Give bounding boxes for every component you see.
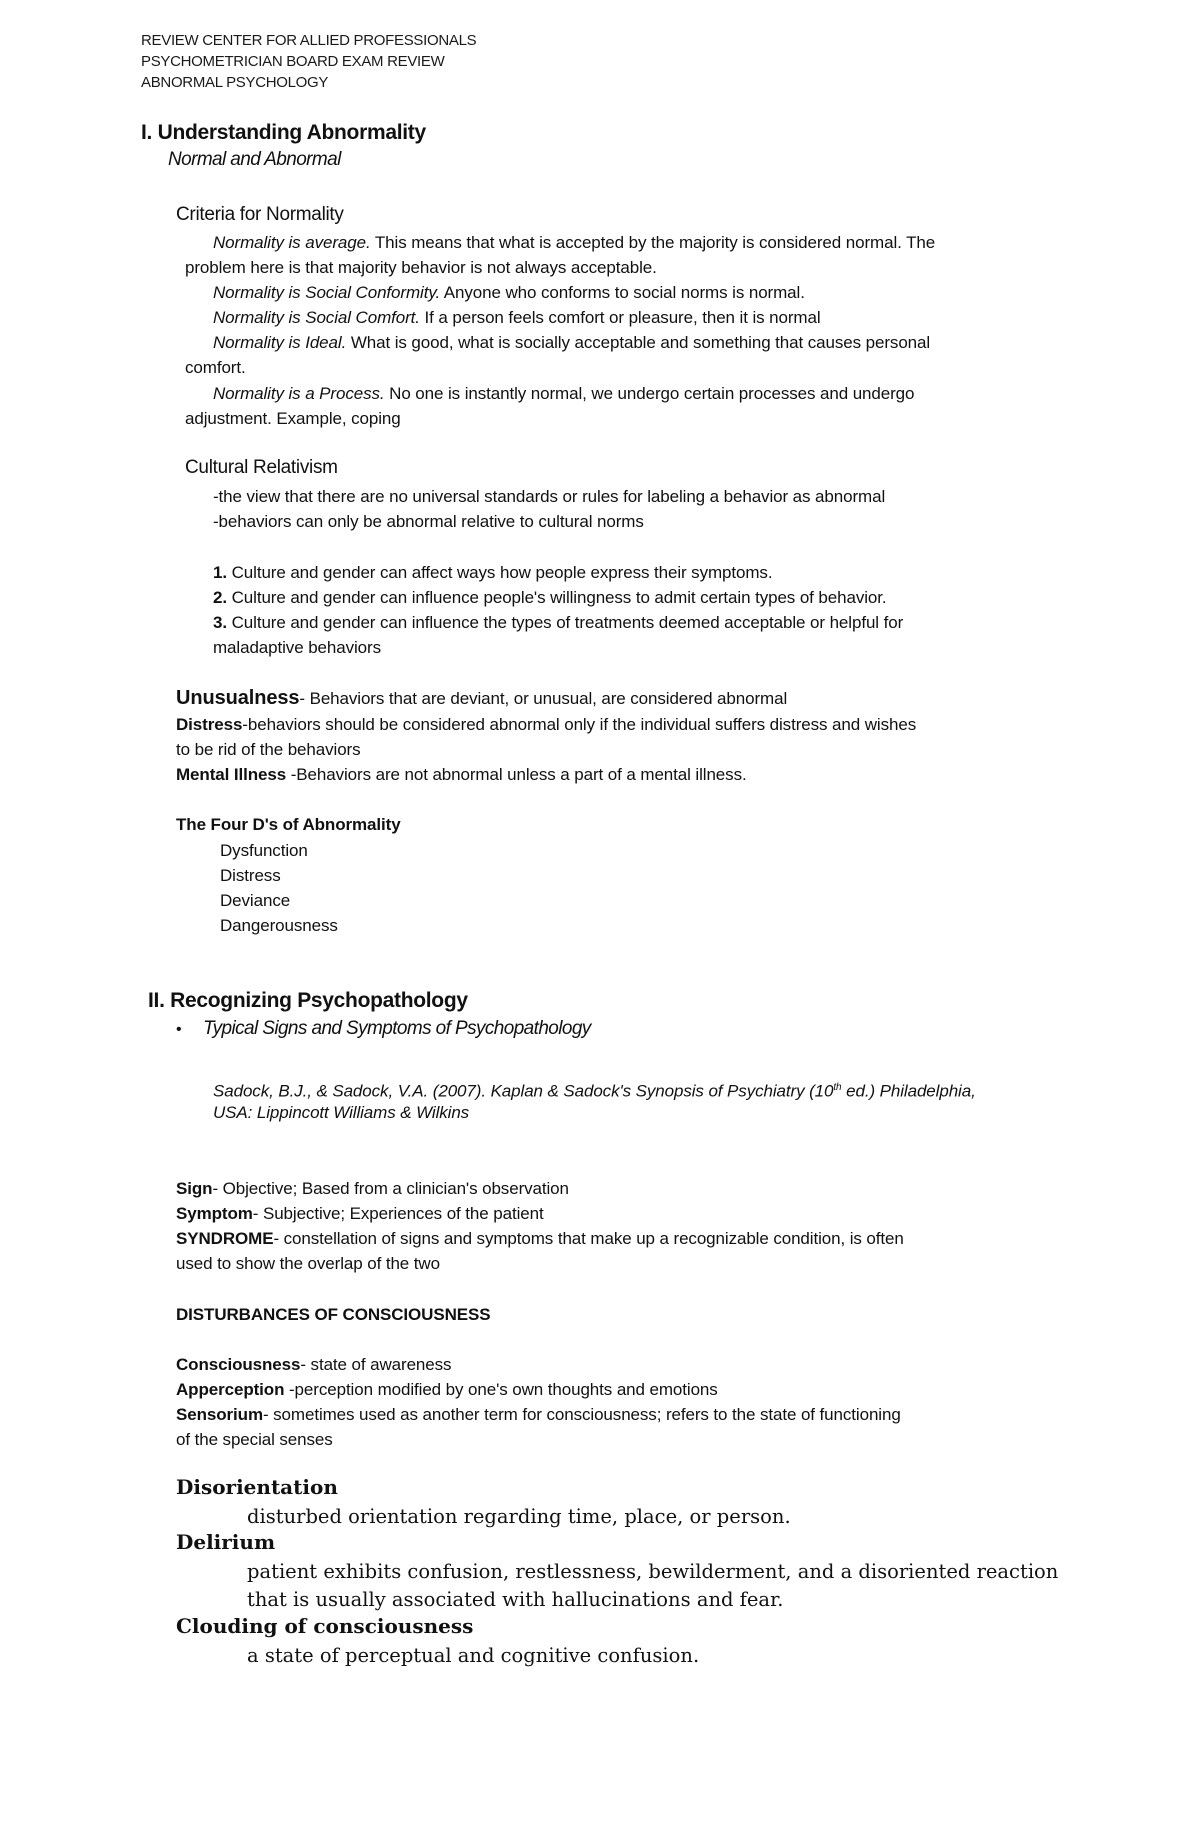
delirium-definition: patient exhibits confusion, restlessness, bewilderment, and a disoriented reaction (247, 1560, 1059, 1583)
citation-sup: th (833, 1082, 842, 1093)
term: Distress (176, 715, 243, 734)
term: Normality is Ideal. (213, 333, 347, 352)
citation-text: ed.) Philadelphia, (841, 1081, 976, 1101)
criteria-process (213, 381, 914, 406)
unusualness (176, 686, 787, 711)
cultural-item-1 (213, 560, 772, 585)
distress-cont: to be rid of the behaviors (176, 740, 361, 759)
term: Normality is average. (213, 233, 371, 252)
text: -perception modified by one's own thoughts and emotions (284, 1380, 718, 1399)
criteria-ideal (213, 330, 930, 355)
citation-line-2: USA: Lippincott Williams & Wilkins (213, 1103, 470, 1122)
term: Consciousness (176, 1355, 301, 1374)
bullet-text: Typical Signs and Symptoms of Psychopathology (203, 1018, 591, 1039)
cultural-item-2 (213, 585, 887, 610)
text: This means that what is accepted by the majority is considered normal. The (370, 233, 936, 252)
term: SYNDROME (176, 1229, 274, 1248)
disorientation-term: Disorientation (176, 1475, 338, 1499)
criteria-average (213, 230, 935, 255)
item-number: 2. (213, 588, 227, 607)
term: Unusualness (176, 687, 300, 709)
criteria-comfort (213, 305, 821, 330)
text: -behaviors should be considered abnormal only if the individual suffers distress and wishes (242, 715, 917, 734)
four-ds-item: Dangerousness (220, 916, 338, 935)
text: - constellation of signs and symptoms that make up a recognizable condition, is often (273, 1229, 904, 1248)
text: What is good, what is socially acceptable and something that causes personal (346, 333, 931, 352)
criteria-heading: Criteria for Normality (176, 204, 344, 225)
term: Symptom (176, 1204, 253, 1223)
cultural-item-3 (213, 610, 903, 635)
term: Apperception (176, 1380, 285, 1399)
term: Mental Illness (176, 765, 287, 784)
text: -Behaviors are not abnormal unless a part of a mental illness. (286, 765, 747, 784)
bullet-item (176, 1018, 591, 1040)
disturbances-heading: DISTURBANCES OF CONSCIOUSNESS (176, 1305, 491, 1324)
sensorium-cont: of the special senses (176, 1430, 333, 1449)
clouding-definition: a state of perceptual and cognitive confusion. (247, 1644, 700, 1667)
sign (176, 1176, 569, 1201)
text: - sometimes used as another term for consciousness; refers to the state of functioning (262, 1405, 901, 1424)
item-text: Culture and gender can influence people's willingness to admit certain types of behavior. (226, 588, 887, 607)
text: - state of awareness (300, 1355, 452, 1374)
section-1-subtitle: Normal and Abnormal (168, 149, 341, 170)
term: Sensorium (176, 1405, 263, 1424)
term: Normality is a Process. (213, 384, 385, 403)
four-ds-heading: The Four D's of Abnormality (176, 815, 401, 834)
item-number: 3. (213, 613, 227, 632)
criteria-conformity (213, 280, 805, 305)
symptom (176, 1201, 544, 1226)
item-text: Culture and gender can affect ways how people express their symptoms. (226, 563, 773, 582)
syndrome-cont: used to show the overlap of the two (176, 1254, 440, 1273)
header-line-3: ABNORMAL PSYCHOLOGY (141, 74, 329, 91)
bullet-icon: • (176, 1021, 182, 1038)
text: - Behaviors that are deviant, or unusual, are considered abnormal (299, 689, 788, 708)
item-text: Culture and gender can influence the types of treatments deemed acceptable or helpful for (226, 613, 904, 632)
delirium-definition-cont: that is usually associated with hallucinations and fear. (247, 1588, 784, 1611)
term: Normality is Social Comfort. (213, 308, 420, 327)
text: No one is instantly normal, we undergo certain processes and undergo (384, 384, 915, 403)
four-ds-item: Deviance (220, 891, 291, 910)
text: Anyone who conforms to social norms is normal. (440, 283, 805, 302)
criteria-ideal-cont: comfort. (185, 358, 246, 377)
four-ds-item: Dysfunction (220, 841, 308, 860)
text: - Objective; Based from a clinician's observation (212, 1179, 569, 1198)
header-line-2: PSYCHOMETRICIAN BOARD EXAM REVIEW (141, 53, 445, 70)
term: Normality is Social Conformity. (213, 283, 441, 302)
four-ds-item: Distress (220, 866, 281, 885)
cultural-line-1: -the view that there are no universal standards or rules for labeling a behavior as abnormal (213, 487, 886, 506)
criteria-average-cont: problem here is that majority behavior is not always acceptable. (185, 258, 657, 277)
header-line-1: REVIEW CENTER FOR ALLIED PROFESSIONALS (141, 32, 477, 49)
consciousness (176, 1352, 451, 1377)
cultural-item-3-cont: maladaptive behaviors (213, 638, 381, 657)
disorientation-definition: disturbed orientation regarding time, place, or person. (247, 1505, 791, 1528)
syndrome (176, 1226, 904, 1251)
cultural-line-2: -behaviors can only be abnormal relative to cultural norms (213, 512, 644, 531)
term: Sign (176, 1179, 213, 1198)
citation-text: Sadock, B.J., & Sadock, V.A. (2007). Kaplan & Sadock's Synopsis of Psychiatry (10 (213, 1081, 834, 1101)
text: - Subjective; Experiences of the patient (252, 1204, 544, 1223)
distress (176, 712, 916, 737)
section-1-title: I. Understanding Abnormality (141, 121, 426, 144)
clouding-term: Clouding of consciousness (176, 1614, 474, 1638)
text: If a person feels comfort or pleasure, then it is normal (419, 308, 821, 327)
criteria-process-cont: adjustment. Example, coping (185, 409, 401, 428)
section-2-title: II. Recognizing Psychopathology (148, 989, 468, 1012)
sensorium (176, 1402, 901, 1427)
item-number: 1. (213, 563, 227, 582)
delirium-term: Delirium (176, 1530, 276, 1554)
apperception (176, 1377, 718, 1402)
cultural-relativism-heading: Cultural Relativism (185, 457, 338, 478)
mental-illness (176, 762, 747, 787)
